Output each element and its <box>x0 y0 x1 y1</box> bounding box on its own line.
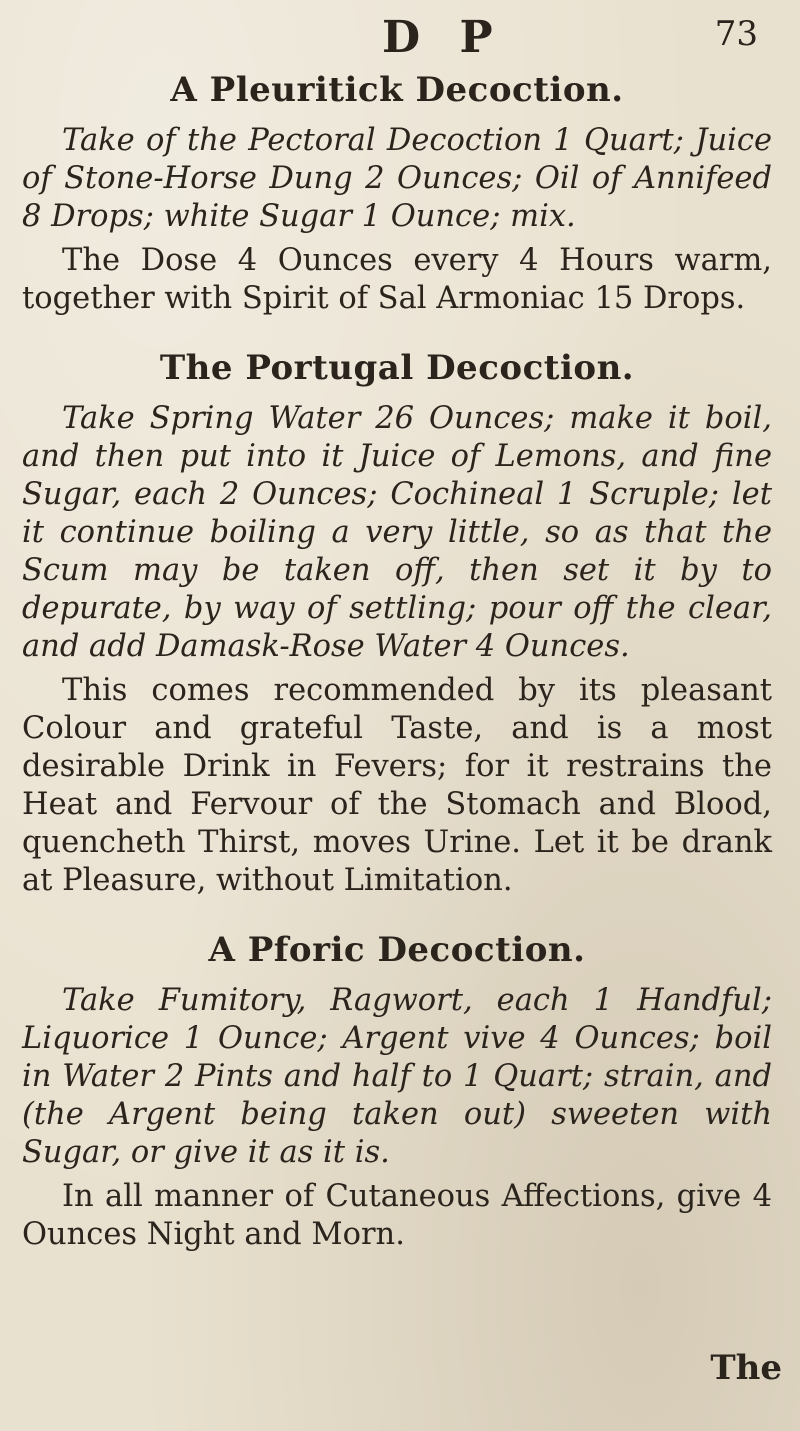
section-title: A Pforic Decoction. <box>208 930 586 970</box>
recipe-paragraph: Take Spring Water 26 Ounces; make it boil, and then put into it Juice of Lemons, and fine Sugar, each 2 Ounces; Cochineal 1 Scruple; let it continue boiling a very little, so as that the Scum may be taken off, then set it by to depurate, by way of settling; pour off the clear, and add Damask-Rose Water 4 Ounces. <box>22 401 772 664</box>
section-title: A Pleuritick Decoction. <box>170 70 624 110</box>
recipe-paragraph: Take of the Pectoral Decoction 1 Quart; Juice of Stone-Horse Dung 2 Ounces; Oil of Annifeed 8 Drops; white Sugar 1 Ounce; mix. <box>22 123 772 234</box>
section-title: The Portugal Decoction. <box>159 348 635 388</box>
catchword: The <box>710 1348 782 1388</box>
dose-paragraph: This comes recommended by its pleasant Colour and grateful Taste, and is a most desirable Drink in Fevers; for it restrains the Heat and Fervour of the Stomach and Blood, quencheth Thirst, moves Urine. Let it be drank at Pleasure, without Limitation. <box>22 673 772 898</box>
page-number: 73 <box>714 14 758 54</box>
dose-paragraph: In all manner of Cutaneous Affections, give 4 Ounces Night and Morn. <box>22 1179 772 1252</box>
page-header <box>22 0 772 70</box>
section-portugal <box>22 348 772 900</box>
dose-paragraph: The Dose 4 Ounces every 4 Hours warm, together with Spirit of Sal Armoniac 15 Drops. <box>22 243 772 316</box>
recipe-paragraph: Take Fumitory, Ragwort, each 1 Handful; Liquorice 1 Ounce; Argent vive 4 Ounces; boil in Water 2 Pints and half to 1 Quart; strain, and (the Argent being taken out) sweeten with Sugar, or give it as it is. <box>22 983 772 1170</box>
section-pleuritick <box>22 70 772 318</box>
section-psoric <box>22 930 772 1254</box>
signature-mark: D P <box>382 12 505 63</box>
